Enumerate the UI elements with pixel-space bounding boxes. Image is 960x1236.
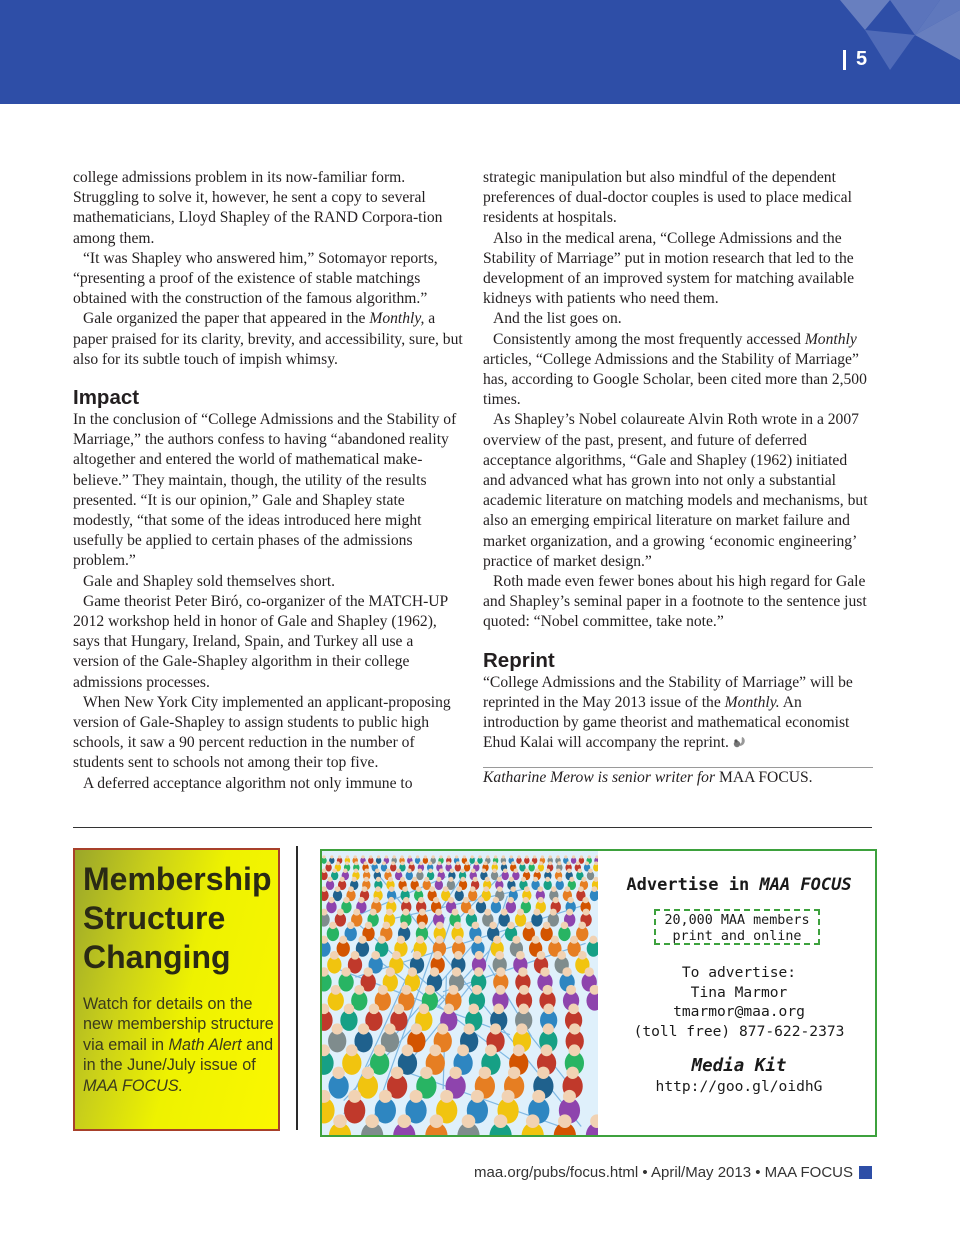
paragraph: strategic manipulation but also mindful of the dependent preferences of dual-doctor couples is used to place medical residents at hospitals.: [483, 169, 852, 227]
end-mark-icon: [733, 736, 747, 748]
membership-title: Membership Structure Changing: [83, 861, 272, 975]
paragraph: In the conclusion of “College Admissions and the Stability of Marriage,” the authors confess to having “abandoned reality altogether and entered the world of mathematical make-believe.” They maintain, though, the utility of the results presented. “It is our opinion,” Gale and Shapley state modestly, “that some of the ideas introduced here might usefully be applied to certain phases of the admissions problem.”: [73, 411, 457, 570]
paragraph: college admissions problem in its now-familiar form. Struggling to solve it, however, he sent a copy to several mathematicians, Lloyd Shapley of the RAND Corpora-tion among them.: [73, 169, 443, 247]
geometric-motif-icon: [820, 0, 960, 70]
media-kit-label: Media Kit: [691, 1056, 787, 1076]
membership-notice: [73, 848, 280, 1131]
crowd-network-image: [322, 851, 598, 1135]
right-column: [483, 168, 873, 789]
page-number-divider: [843, 50, 846, 70]
author-byline: Katharine Merow is senior writer for MAA FOCUS.: [483, 769, 813, 787]
paragraph: And the list goes on.: [493, 310, 622, 328]
paragraph: Gale organized the paper that appeared in the Monthly, a paper praised for its clarity, brevity, and accessibility, sure, but also for its subtle touch of impish whimsy.: [73, 310, 463, 368]
paragraph: Consistently among the most frequently accessed Monthly articles, “College Admissions and the Stability of Marriage” has, according to Google Scholar, been cited more than 2,500 times.: [483, 330, 867, 409]
crowd-figure: [524, 855, 529, 864]
page-number: 5: [856, 48, 868, 70]
paragraph: Roth made even fewer bones about his high regard for Gale and Shapley’s seminal paper in a footnote to the sentence just quoted: “Nobel committee, take note.”: [483, 573, 867, 631]
crowd-figure: [593, 861, 598, 871]
media-kit-link[interactable]: http://goo.gl/oidhG: [655, 1078, 823, 1095]
page-footer: maa.org/pubs/focus.html • April/May 2013 • MAA FOCUS: [474, 1164, 853, 1181]
section-heading-impact: Impact: [73, 386, 140, 410]
membership-blurb: Watch for details on the new membership structure via email in Math Alert and in the June/July issue of MAA FOCUS.: [83, 995, 274, 1095]
crowd-figure: [586, 1114, 598, 1135]
paragraph: Game theorist Peter Biró, co-organizer of the MATCH-UP 2012 workshop held in honor of Gale and Shapley (1962), says that Hungary, Ireland, Spain, and Turkey all use a version of the Gale-Shapley algorithm in their college admissions processes.: [73, 592, 448, 691]
paragraph: Gale and Shapley sold themselves short.: [83, 572, 336, 590]
crowd-figure: [423, 855, 428, 864]
section-heading-reprint: Reprint: [483, 648, 555, 672]
header-band: [0, 0, 960, 104]
vertical-divider: [296, 846, 298, 1130]
paragraph: As Shapley’s Nobel colaureate Alvin Roth wrote in a 2007 overview of the past, present, and future of deferred acceptance algorithms, “Gale and Shapley (1962) initiated and advanced what has grown into not only a substantial academic literature on matching models and mechanisms, but also an emerging empirical literature on market failure and market organization, and a growing ‘economic engineering’ practice of market design.”: [483, 411, 868, 570]
contact-email-link[interactable]: tmarmor@maa.org: [673, 1003, 805, 1020]
advertise-box: [320, 849, 877, 1137]
crowd-figure: [571, 855, 576, 864]
crowd-figure: [543, 877, 551, 890]
section-divider: [73, 827, 872, 828]
footer-square-icon: [859, 1166, 872, 1179]
crowd-figure: [368, 855, 373, 864]
crowd-figure: [470, 855, 475, 864]
advertise-text: [604, 851, 874, 1135]
crowd-figure: [322, 855, 327, 864]
paragraph: “It was Shapley who answered him,” Sotomayor reports, “presenting a proof of the existence of stable matchings obtained with the construction of the famous algorithm.”: [73, 249, 438, 308]
crowd-figure: [376, 855, 381, 864]
paragraph: When New York City implemented an applicant-proposing version of Gale-Shapley to assign students to public high schools, it saw a 90 percent reduction in the number of students sent to schools not among their top five.: [73, 693, 451, 772]
left-column: [73, 168, 463, 794]
crowd-figure: [590, 886, 598, 901]
advertise-contact: To advertise: Tina Marmor tmarmor@maa.org (toll free) 877-622-2373: [604, 963, 874, 1041]
crowd-figure: [587, 936, 598, 957]
paragraph: “College Admissions and the Stability of Marriage” will be reprinted in the May 2013 issue of the Monthly. An introduction by game theorist and mathematical economist Ehud Kalai will accompany the reprint.: [483, 673, 853, 752]
paragraph: Also in the medical arena, “College Admissions and the Stability of Marriage” put in motion research that led to the development of an improved system for matching available kidneys with patients who need them.: [483, 229, 855, 308]
audience-callout: 20,000 MAA members print and online: [654, 909, 820, 945]
advertise-title: Advertise in MAA FOCUS: [626, 875, 852, 895]
paragraph: A deferred acceptance algorithm not only immune to: [83, 774, 413, 792]
